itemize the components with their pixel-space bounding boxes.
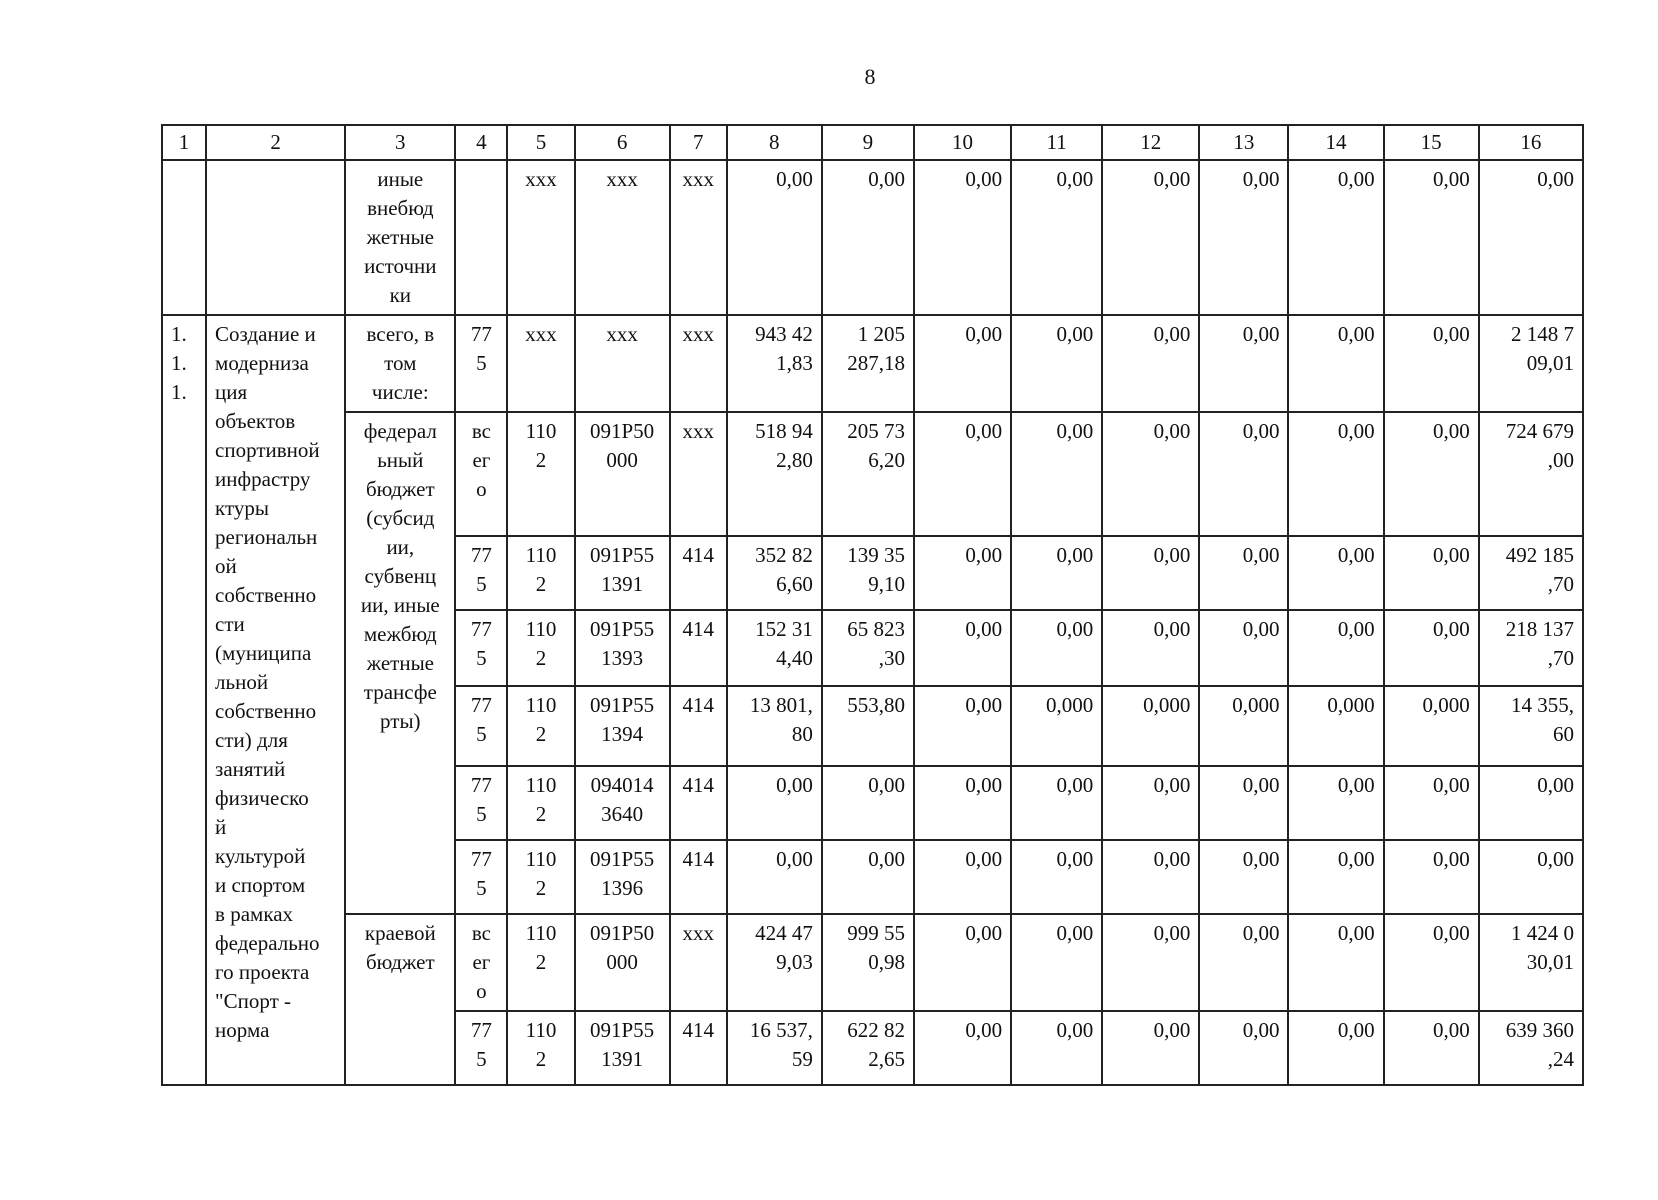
table-cell: 110 2 xyxy=(507,840,574,914)
table-cell: 091P55 1391 xyxy=(575,1011,670,1085)
value-cell: 0,00 xyxy=(914,1011,1011,1085)
value-cell: 0,00 xyxy=(1011,315,1102,412)
table-cell: 091P55 1396 xyxy=(575,840,670,914)
value-cell: 0,000 xyxy=(1011,686,1102,766)
table-cell: xxx xyxy=(670,412,727,536)
col-header: 7 xyxy=(670,125,727,160)
col-header: 2 xyxy=(206,125,345,160)
value-cell: 352 82 6,60 xyxy=(727,536,822,610)
table-cell: xxx xyxy=(575,315,670,412)
value-cell: 0,00 xyxy=(1011,1011,1102,1085)
table-cell xyxy=(206,160,345,315)
value-cell: 0,00 xyxy=(1479,160,1583,315)
table-cell: 77 5 xyxy=(455,840,507,914)
table-cell: 110 2 xyxy=(507,412,574,536)
value-cell: 0,00 xyxy=(1199,610,1288,686)
value-cell: 0,00 xyxy=(1288,610,1383,686)
table-cell: 414 xyxy=(670,686,727,766)
value-cell: 639 360 ,24 xyxy=(1479,1011,1583,1085)
value-cell: 0,00 xyxy=(1384,1011,1479,1085)
value-cell: 0,00 xyxy=(1288,1011,1383,1085)
table-cell: 091P50 000 xyxy=(575,412,670,536)
value-cell: 0,00 xyxy=(1288,766,1383,840)
table-cell: 110 2 xyxy=(507,914,574,1011)
table-cell: 414 xyxy=(670,610,727,686)
value-cell: 0,00 xyxy=(1011,536,1102,610)
value-cell: 0,00 xyxy=(1384,840,1479,914)
value-cell: 152 31 4,40 xyxy=(727,610,822,686)
value-cell: 14 355, 60 xyxy=(1479,686,1583,766)
table-cell: 77 5 xyxy=(455,686,507,766)
table-row xyxy=(162,160,1583,315)
table-cell: 77 5 xyxy=(455,315,507,412)
table-cell: 110 2 xyxy=(507,766,574,840)
table-cell: xxx xyxy=(575,160,670,315)
value-cell: 0,00 xyxy=(1199,315,1288,412)
table-cell xyxy=(455,160,507,315)
col-header: 1 xyxy=(162,125,206,160)
col-header: 8 xyxy=(727,125,822,160)
table-cell: 77 5 xyxy=(455,536,507,610)
value-cell: 943 42 1,83 xyxy=(727,315,822,412)
value-cell: 0,00 xyxy=(1384,160,1479,315)
value-cell: 0,00 xyxy=(914,315,1011,412)
value-cell: 0,000 xyxy=(1384,686,1479,766)
value-cell: 0,00 xyxy=(1288,840,1383,914)
value-cell: 0,00 xyxy=(1011,412,1102,536)
funding-source: иные внебюд жетные источни ки xyxy=(345,160,455,315)
col-header: 12 xyxy=(1102,125,1199,160)
value-cell: 1 424 0 30,01 xyxy=(1479,914,1583,1011)
value-cell: 2 148 7 09,01 xyxy=(1479,315,1583,412)
table-cell: xxx xyxy=(670,315,727,412)
value-cell: 724 679 ,00 xyxy=(1479,412,1583,536)
table-cell: 414 xyxy=(670,536,727,610)
value-cell: 0,000 xyxy=(1288,686,1383,766)
col-header: 9 xyxy=(822,125,914,160)
column-number-row xyxy=(162,125,1583,160)
value-cell: 0,00 xyxy=(727,160,822,315)
value-cell: 0,00 xyxy=(1102,914,1199,1011)
budget-table xyxy=(161,124,1584,1086)
funding-source: краевой бюджет xyxy=(345,914,455,1085)
value-cell: 0,00 xyxy=(1102,610,1199,686)
value-cell: 0,00 xyxy=(1102,536,1199,610)
col-header: 5 xyxy=(507,125,574,160)
value-cell: 0,00 xyxy=(1288,536,1383,610)
funding-source: всего, в том числе: xyxy=(345,315,455,412)
value-cell: 205 73 6,20 xyxy=(822,412,914,536)
table-cell: 414 xyxy=(670,840,727,914)
value-cell: 65 823 ,30 xyxy=(822,610,914,686)
table-cell: 414 xyxy=(670,766,727,840)
item-number: 1. 1. 1. xyxy=(162,315,206,1085)
value-cell: 0,00 xyxy=(1011,840,1102,914)
value-cell: 0,00 xyxy=(1384,766,1479,840)
value-cell: 0,00 xyxy=(1479,766,1583,840)
item-name: Создание и модерниза ция объектов спортивной инфрастру ктуры региональн ой собственно сти (муниципа льной собственно сти) для занятий физическо й культурой и спортом в рамках федерально го проекта "Спорт - норма xyxy=(206,315,345,1085)
table-cell: 110 2 xyxy=(507,1011,574,1085)
value-cell: 0,00 xyxy=(914,412,1011,536)
value-cell: 0,00 xyxy=(727,840,822,914)
value-cell: 999 55 0,98 xyxy=(822,914,914,1011)
value-cell: 13 801, 80 xyxy=(727,686,822,766)
table-cell: 094014 3640 xyxy=(575,766,670,840)
value-cell: 0,00 xyxy=(1011,914,1102,1011)
table-cell: xxx xyxy=(507,315,574,412)
table-cell: xxx xyxy=(670,160,727,315)
value-cell: 0,00 xyxy=(822,160,914,315)
value-cell: 0,00 xyxy=(1479,840,1583,914)
table-cell: 77 5 xyxy=(455,1011,507,1085)
col-header: 3 xyxy=(345,125,455,160)
table-cell: 110 2 xyxy=(507,610,574,686)
value-cell: 0,00 xyxy=(1199,840,1288,914)
value-cell: 0,00 xyxy=(822,766,914,840)
value-cell: 0,00 xyxy=(1199,766,1288,840)
value-cell: 0,00 xyxy=(1384,536,1479,610)
value-cell: 1 205 287,18 xyxy=(822,315,914,412)
value-cell: 492 185 ,70 xyxy=(1479,536,1583,610)
table-cell: вс ег о xyxy=(455,914,507,1011)
value-cell: 0,00 xyxy=(1102,840,1199,914)
value-cell: 0,00 xyxy=(822,840,914,914)
value-cell: 0,00 xyxy=(914,610,1011,686)
value-cell: 0,00 xyxy=(1384,412,1479,536)
table-cell: 77 5 xyxy=(455,610,507,686)
value-cell: 16 537, 59 xyxy=(727,1011,822,1085)
table-cell: xxx xyxy=(507,160,574,315)
value-cell: 0,00 xyxy=(1011,160,1102,315)
value-cell: 139 35 9,10 xyxy=(822,536,914,610)
value-cell: 622 82 2,65 xyxy=(822,1011,914,1085)
value-cell: 0,00 xyxy=(1199,536,1288,610)
value-cell: 0,00 xyxy=(1102,766,1199,840)
value-cell: 0,00 xyxy=(1102,315,1199,412)
value-cell: 0,00 xyxy=(1199,412,1288,536)
value-cell: 218 137 ,70 xyxy=(1479,610,1583,686)
table-cell: xxx xyxy=(670,914,727,1011)
page-number: 8 xyxy=(864,64,876,89)
col-header: 11 xyxy=(1011,125,1102,160)
value-cell: 0,00 xyxy=(1288,412,1383,536)
table-cell: 110 2 xyxy=(507,686,574,766)
value-cell: 0,000 xyxy=(1102,686,1199,766)
value-cell: 0,00 xyxy=(1288,160,1383,315)
value-cell: 0,00 xyxy=(914,536,1011,610)
value-cell: 0,00 xyxy=(1102,1011,1199,1085)
value-cell: 0,00 xyxy=(914,840,1011,914)
table-cell: 091P50 000 xyxy=(575,914,670,1011)
value-cell: 0,00 xyxy=(1102,412,1199,536)
col-header: 10 xyxy=(914,125,1011,160)
table-cell: вс ег о xyxy=(455,412,507,536)
table-cell: 414 xyxy=(670,1011,727,1085)
table-cell: 091P55 1394 xyxy=(575,686,670,766)
value-cell: 0,00 xyxy=(1011,610,1102,686)
table-cell: 110 2 xyxy=(507,536,574,610)
value-cell: 0,00 xyxy=(1384,914,1479,1011)
value-cell: 518 94 2,80 xyxy=(727,412,822,536)
value-cell: 0,00 xyxy=(727,766,822,840)
col-header: 15 xyxy=(1384,125,1479,160)
value-cell: 424 47 9,03 xyxy=(727,914,822,1011)
value-cell: 0,00 xyxy=(1011,766,1102,840)
value-cell: 0,00 xyxy=(1199,160,1288,315)
value-cell: 0,00 xyxy=(914,686,1011,766)
value-cell: 0,00 xyxy=(914,160,1011,315)
value-cell: 0,00 xyxy=(1102,160,1199,315)
col-header: 16 xyxy=(1479,125,1583,160)
value-cell: 0,000 xyxy=(1199,686,1288,766)
value-cell: 0,00 xyxy=(1199,914,1288,1011)
value-cell: 0,00 xyxy=(914,766,1011,840)
table-cell: 77 5 xyxy=(455,766,507,840)
value-cell: 0,00 xyxy=(1288,914,1383,1011)
table-cell xyxy=(162,160,206,315)
table-cell: 091P55 1391 xyxy=(575,536,670,610)
value-cell: 0,00 xyxy=(1384,315,1479,412)
value-cell: 553,80 xyxy=(822,686,914,766)
col-header: 13 xyxy=(1199,125,1288,160)
col-header: 14 xyxy=(1288,125,1383,160)
value-cell: 0,00 xyxy=(1384,610,1479,686)
table-row xyxy=(162,412,1583,536)
value-cell: 0,00 xyxy=(1288,315,1383,412)
col-header: 4 xyxy=(455,125,507,160)
table-cell: 091P55 1393 xyxy=(575,610,670,686)
value-cell: 0,00 xyxy=(914,914,1011,1011)
value-cell: 0,00 xyxy=(1199,1011,1288,1085)
funding-source: федерал ьный бюджет (субсид ии, субвенц ии, иные межбюд жетные трансфе рты) xyxy=(345,412,455,914)
table-row xyxy=(162,914,1583,1011)
table-row xyxy=(162,315,1583,412)
col-header: 6 xyxy=(575,125,670,160)
